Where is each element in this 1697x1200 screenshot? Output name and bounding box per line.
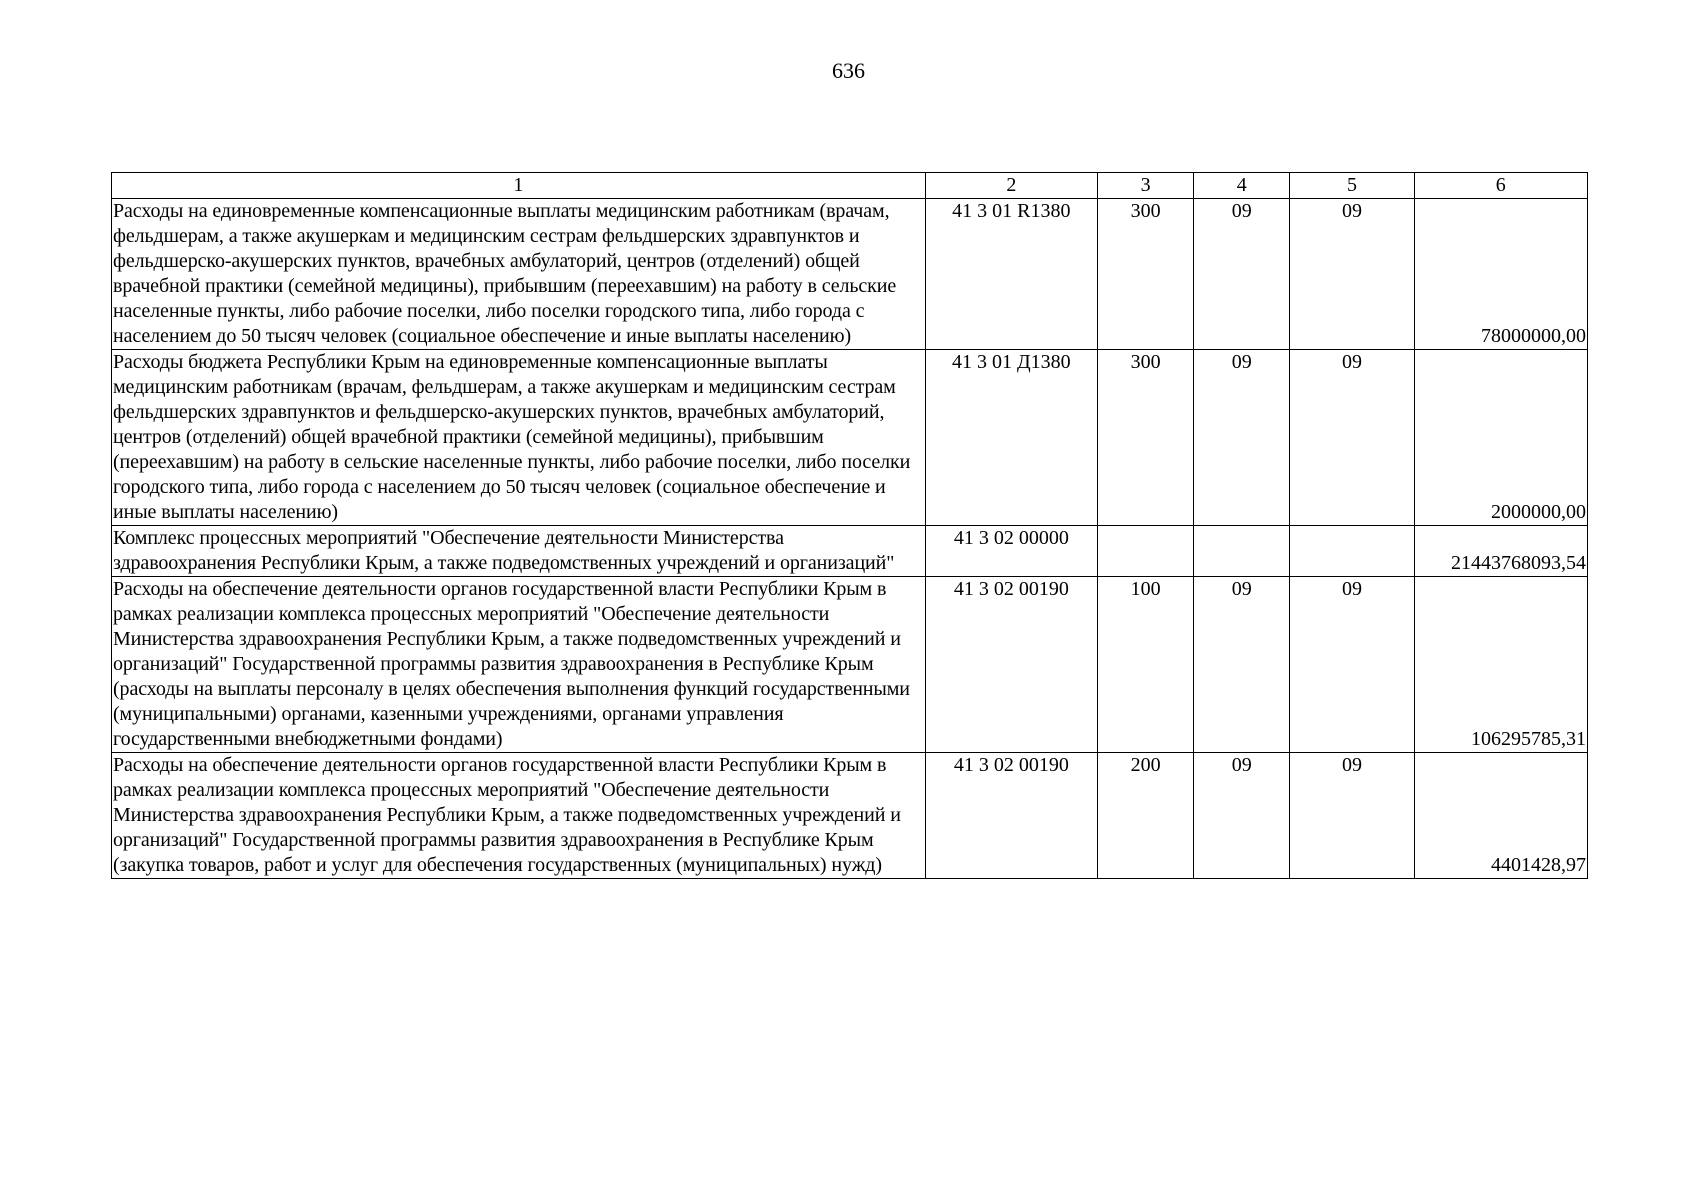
subsection-cell: 09 (1290, 753, 1414, 879)
subsection-cell (1290, 526, 1414, 577)
table-row (112, 753, 1588, 879)
column-header-5: 5 (1290, 173, 1414, 199)
column-header-1: 1 (112, 173, 926, 199)
table-header (112, 173, 1588, 199)
amount-cell: 21443768093,54 (1414, 526, 1587, 577)
expense-name-cell: Комплекс процессных мероприятий "Обеспечение деятельности Министерства здравоохранения Республики Крым, а также подведомственных учреждений и организаций" (112, 526, 926, 577)
section-cell: 09 (1194, 350, 1290, 526)
subsection-cell: 09 (1290, 199, 1414, 350)
expense-name-cell: Расходы на обеспечение деятельности органов государственной власти Республики Крым в рамках реализации комплекса процессных мероприятий "Обеспечение деятельности Министерства здравоохранения Республики Крым, а также подведомственных учреждений и организаций" Государственной программы развития здравоохранения в Республике Крым (расходы на выплаты персоналу в целях обеспечения выполнения функций государственными (муниципальными) органами, казенными учреждениями, органами управления государственными внебюджетными фондами) (112, 577, 926, 753)
expense-type-cell: 300 (1097, 199, 1193, 350)
target-article-code-cell: 41 3 02 00190 (925, 577, 1097, 753)
section-cell (1194, 526, 1290, 577)
page-number: 636 (832, 58, 865, 83)
section-cell: 09 (1194, 577, 1290, 753)
subsection-cell: 09 (1290, 350, 1414, 526)
table-body (112, 199, 1588, 879)
amount-cell: 4401428,97 (1414, 753, 1587, 879)
table-row (112, 199, 1588, 350)
amount-cell: 78000000,00 (1414, 199, 1587, 350)
expense-name-cell: Расходы бюджета Республики Крым на единовременные компенсационные выплаты медицинским работникам (врачам, фельдшерам, а также акушеркам и медицинским сестрам фельдшерских здравпунктов и фельдшерско-акушерских пунктов, врачебных амбулаторий, центров (отделений) общей врачебной практики (семейной медицины), прибывшим (переехавшим) на работу в сельские населенные пункты, либо рабочие поселки, либо поселки городского типа, либо города с населением до 50 тысяч человек (социальное обеспечение и иные выплаты населению) (112, 350, 926, 526)
expense-type-cell (1097, 526, 1193, 577)
header-row (112, 173, 1588, 199)
column-header-2: 2 (925, 173, 1097, 199)
target-article-code-cell: 41 3 01 Д1380 (925, 350, 1097, 526)
amount-cell: 2000000,00 (1414, 350, 1587, 526)
section-cell: 09 (1194, 199, 1290, 350)
table-row (112, 526, 1588, 577)
column-header-4: 4 (1194, 173, 1290, 199)
expense-type-cell: 200 (1097, 753, 1193, 879)
expense-name-cell: Расходы на обеспечение деятельности органов государственной власти Республики Крым в рамках реализации комплекса процессных мероприятий "Обеспечение деятельности Министерства здравоохранения Республики Крым, а также подведомственных учреждений и организаций" Государственной программы развития здравоохранения в Республике Крым (закупка товаров, работ и услуг для обеспечения государственных (муниципальных) нужд) (112, 753, 926, 879)
expense-type-cell: 100 (1097, 577, 1193, 753)
target-article-code-cell: 41 3 01 R1380 (925, 199, 1097, 350)
section-cell: 09 (1194, 753, 1290, 879)
table-row (112, 577, 1588, 753)
expense-name-cell: Расходы на единовременные компенсационные выплаты медицинским работникам (врачам, фельдшерам, а также акушеркам и медицинским сестрам фельдшерских здравпунктов и фельдшерско-акушерских пунктов, врачебных амбулаторий, центров (отделений) общей врачебной практики (семейной медицины), прибывшим (переехавшим) на работу в сельские населенные пункты, либо рабочие поселки, либо поселки городского типа, либо города с населением до 50 тысяч человек (социальное обеспечение и иные выплаты населению) (112, 199, 926, 350)
budget-table (111, 172, 1588, 879)
subsection-cell: 09 (1290, 577, 1414, 753)
column-header-3: 3 (1097, 173, 1193, 199)
column-header-6: 6 (1414, 173, 1587, 199)
table-row (112, 350, 1588, 526)
amount-cell: 106295785,31 (1414, 577, 1587, 753)
target-article-code-cell: 41 3 02 00190 (925, 753, 1097, 879)
target-article-code-cell: 41 3 02 00000 (925, 526, 1097, 577)
expense-type-cell: 300 (1097, 350, 1193, 526)
